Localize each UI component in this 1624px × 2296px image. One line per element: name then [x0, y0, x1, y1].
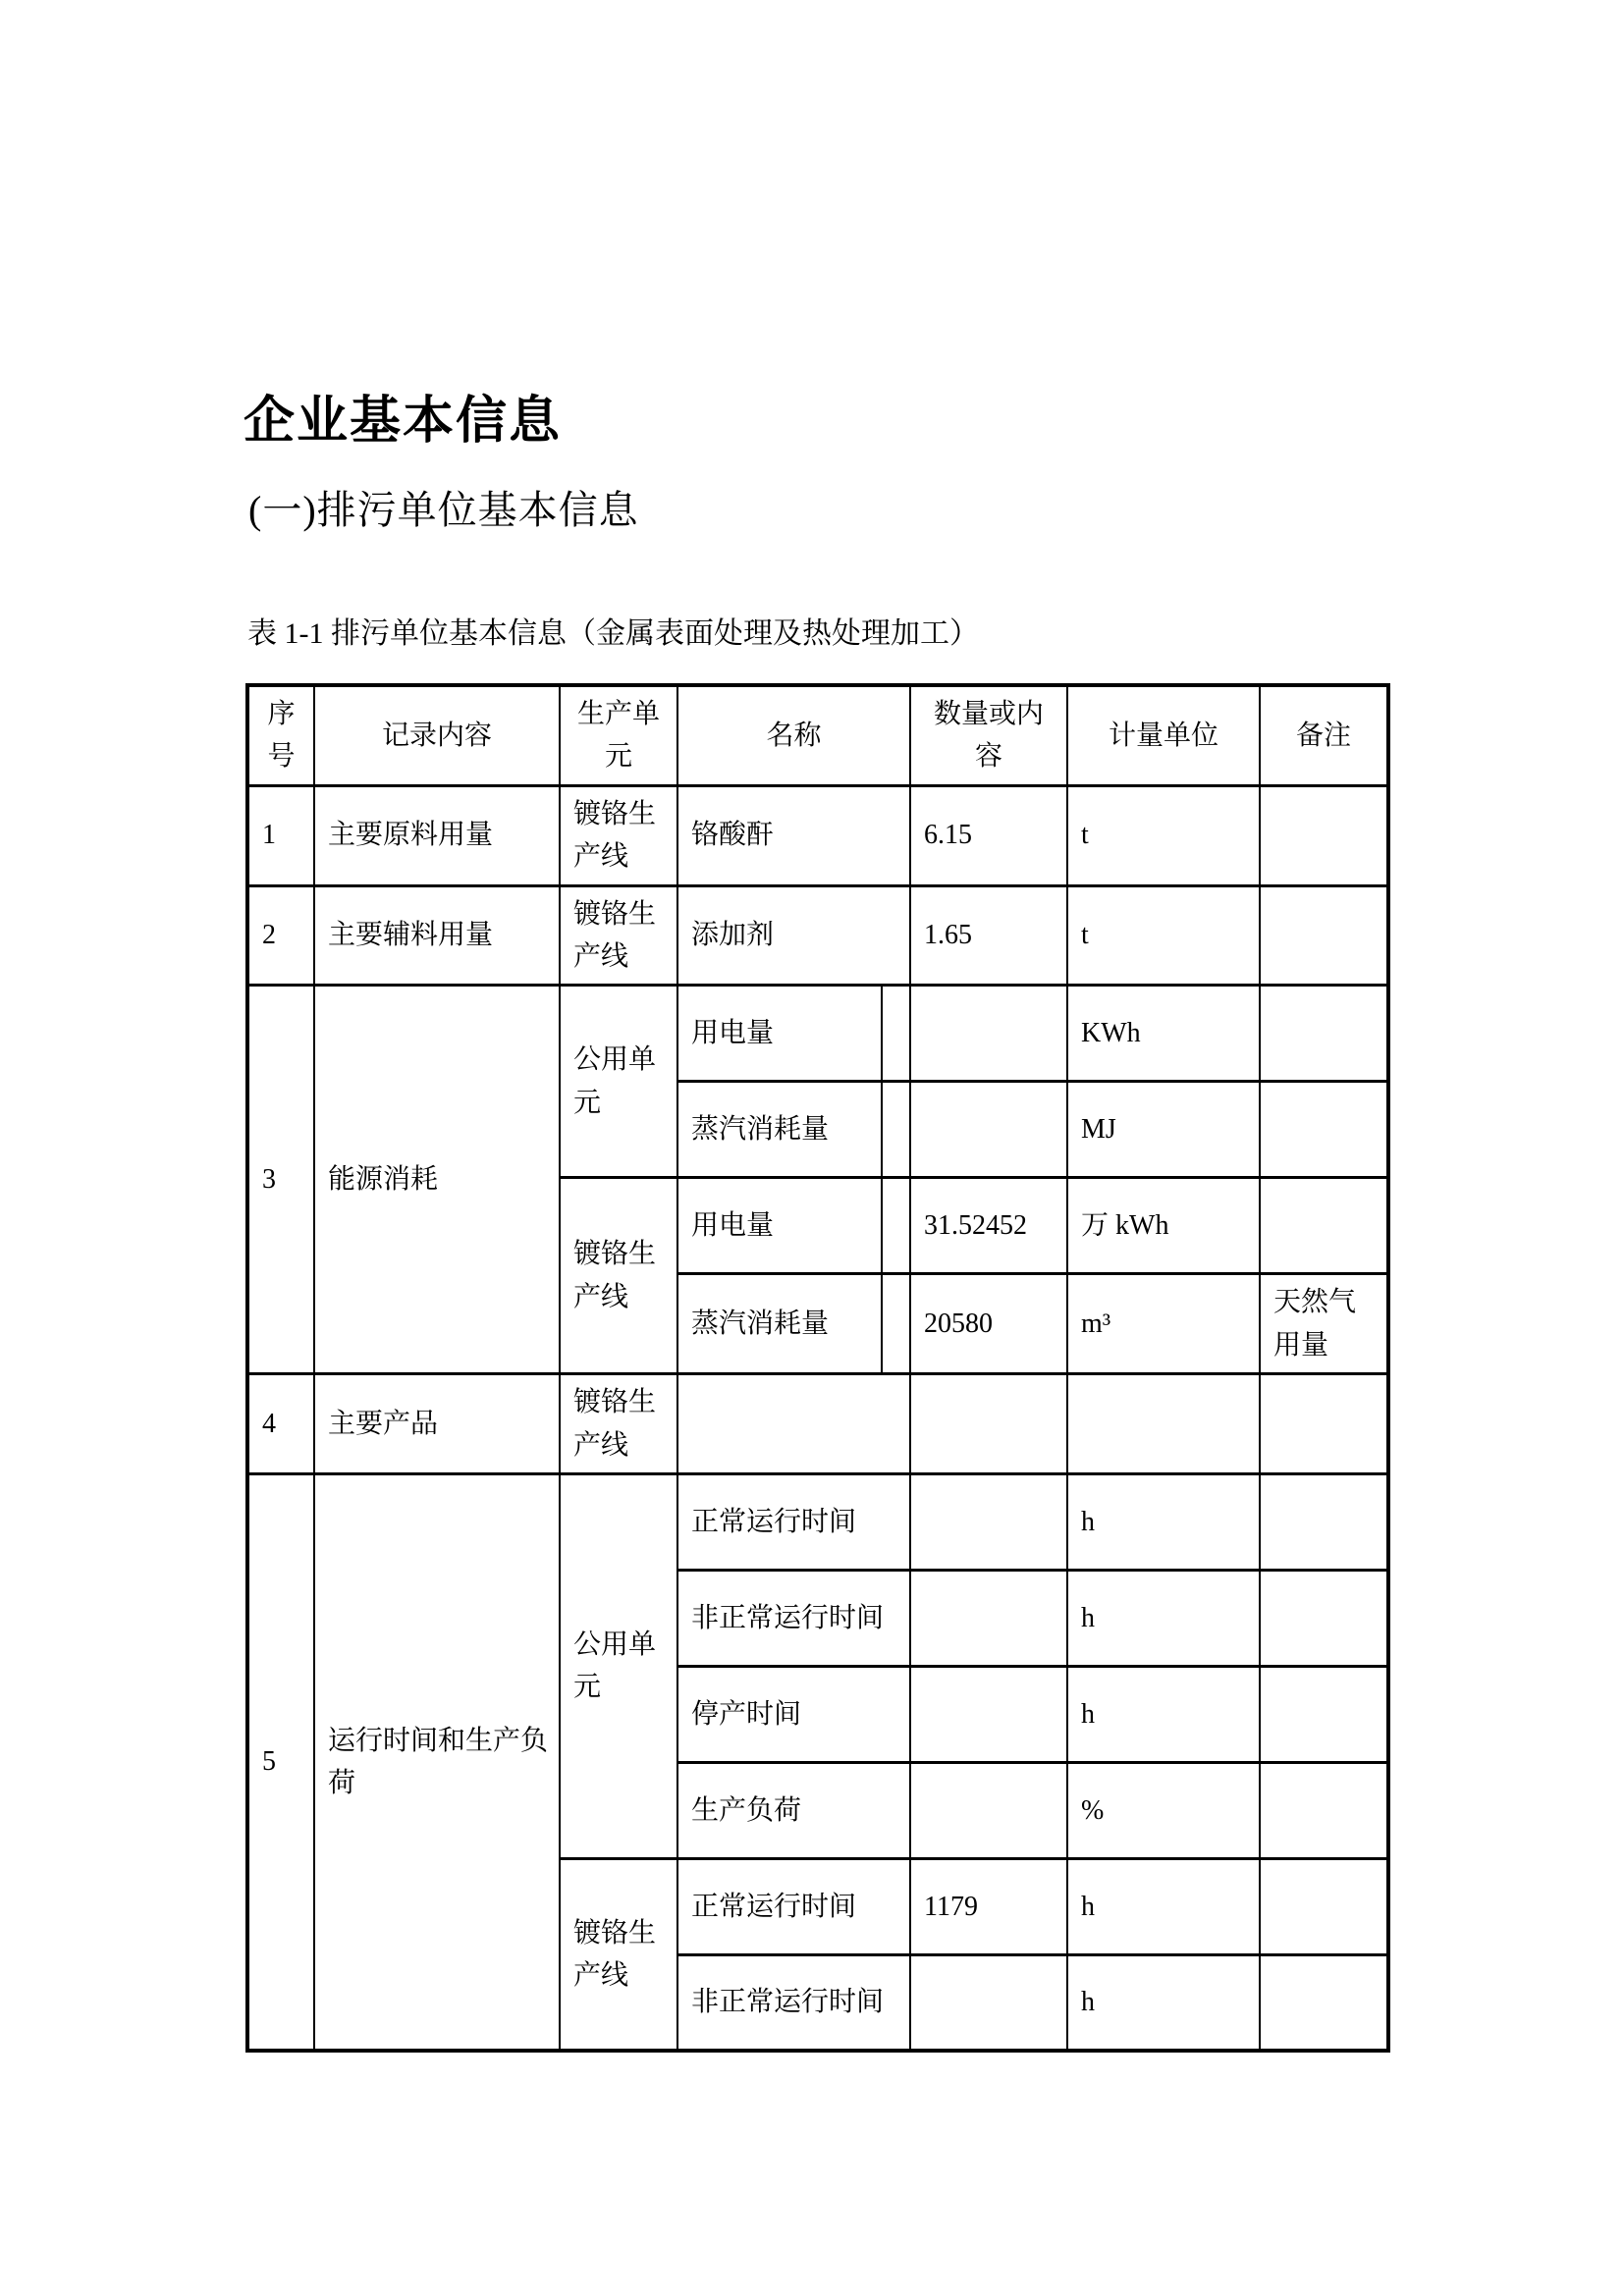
cell-unit: 公用单元	[560, 986, 677, 1178]
cell-name: 非正常运行时间	[677, 1570, 910, 1666]
cell-record: 能源消耗	[314, 986, 560, 1374]
header-unit: 生产单元	[560, 685, 677, 785]
header-serial: 序号	[247, 685, 314, 785]
cell-qty: 1.65	[910, 885, 1067, 986]
cell-name-spacer	[882, 1274, 910, 1374]
cell-measure	[1067, 1374, 1260, 1474]
cell-qty	[910, 1666, 1067, 1762]
page-title: 企业基本信息	[244, 394, 563, 450]
cell-name: 蒸汽消耗量	[677, 1082, 882, 1178]
cell-qty	[910, 1954, 1067, 2051]
cell-measure: MJ	[1067, 1082, 1260, 1178]
cell-measure: %	[1067, 1762, 1260, 1858]
header-record: 记录内容	[314, 685, 560, 785]
cell-measure: t	[1067, 785, 1260, 885]
cell-measure: h	[1067, 1473, 1260, 1570]
cell-serial: 3	[247, 986, 314, 1374]
cell-record: 主要产品	[314, 1374, 560, 1474]
basic-info-table	[245, 683, 1390, 2053]
cell-record: 运行时间和生产负荷	[314, 1473, 560, 2051]
cell-name: 生产负荷	[677, 1762, 910, 1858]
cell-unit: 公用单元	[560, 1473, 677, 1858]
cell-measure: h	[1067, 1570, 1260, 1666]
cell-name: 停产时间	[677, 1666, 910, 1762]
cell-measure: t	[1067, 885, 1260, 986]
cell-remark	[1260, 1666, 1388, 1762]
cell-unit: 镀铬生产线	[560, 885, 677, 986]
table-row	[247, 785, 1388, 885]
cell-remark	[1260, 785, 1388, 885]
table-row	[247, 1374, 1388, 1474]
section-heading: (一)排污单位基本信息	[248, 488, 639, 532]
table-row	[247, 885, 1388, 986]
cell-measure: KWh	[1067, 986, 1260, 1082]
cell-serial: 2	[247, 885, 314, 986]
cell-qty: 20580	[910, 1274, 1067, 1374]
cell-record: 主要辅料用量	[314, 885, 560, 986]
cell-remark: 天然气用量	[1260, 1274, 1388, 1374]
cell-name: 用电量	[677, 1178, 882, 1274]
cell-name-spacer	[882, 1082, 910, 1178]
header-measure: 计量单位	[1067, 685, 1260, 785]
cell-unit: 镀铬生产线	[560, 1374, 677, 1474]
cell-qty	[910, 1082, 1067, 1178]
cell-remark	[1260, 885, 1388, 986]
cell-measure: h	[1067, 1858, 1260, 1954]
header-name: 名称	[677, 685, 910, 785]
cell-name-spacer	[882, 986, 910, 1082]
cell-qty	[910, 986, 1067, 1082]
cell-qty: 31.52452	[910, 1178, 1067, 1274]
cell-remark	[1260, 1178, 1388, 1274]
cell-qty	[910, 1374, 1067, 1474]
cell-remark	[1260, 1954, 1388, 2051]
header-qty: 数量或内容	[910, 685, 1067, 785]
cell-serial: 1	[247, 785, 314, 885]
table-row	[247, 1473, 1388, 1570]
cell-remark	[1260, 1570, 1388, 1666]
cell-qty: 1179	[910, 1858, 1067, 1954]
cell-qty	[910, 1570, 1067, 1666]
cell-name: 正常运行时间	[677, 1473, 910, 1570]
cell-measure: m³	[1067, 1274, 1260, 1374]
cell-name-spacer	[882, 1178, 910, 1274]
cell-name: 添加剂	[677, 885, 910, 986]
cell-serial: 5	[247, 1473, 314, 2051]
cell-name: 用电量	[677, 986, 882, 1082]
cell-qty	[910, 1762, 1067, 1858]
table-caption: 表 1-1 排污单位基本信息（金属表面处理及热处理加工）	[247, 617, 979, 650]
cell-serial: 4	[247, 1374, 314, 1474]
cell-remark	[1260, 1858, 1388, 1954]
cell-name: 铬酸酐	[677, 785, 910, 885]
cell-qty: 6.15	[910, 785, 1067, 885]
cell-remark	[1260, 1473, 1388, 1570]
cell-qty	[910, 1473, 1067, 1570]
cell-measure: h	[1067, 1666, 1260, 1762]
cell-remark	[1260, 1762, 1388, 1858]
cell-remark	[1260, 986, 1388, 1082]
table-header-row	[247, 685, 1388, 785]
cell-unit: 镀铬生产线	[560, 785, 677, 885]
cell-measure: 万 kWh	[1067, 1178, 1260, 1274]
cell-name: 正常运行时间	[677, 1858, 910, 1954]
cell-measure: h	[1067, 1954, 1260, 2051]
cell-unit: 镀铬生产线	[560, 1178, 677, 1374]
cell-remark	[1260, 1374, 1388, 1474]
cell-name: 非正常运行时间	[677, 1954, 910, 2051]
cell-record: 主要原料用量	[314, 785, 560, 885]
cell-unit: 镀铬生产线	[560, 1858, 677, 2051]
header-remark: 备注	[1260, 685, 1388, 785]
cell-name: 蒸汽消耗量	[677, 1274, 882, 1374]
table-row	[247, 986, 1388, 1082]
cell-name	[677, 1374, 910, 1474]
cell-remark	[1260, 1082, 1388, 1178]
